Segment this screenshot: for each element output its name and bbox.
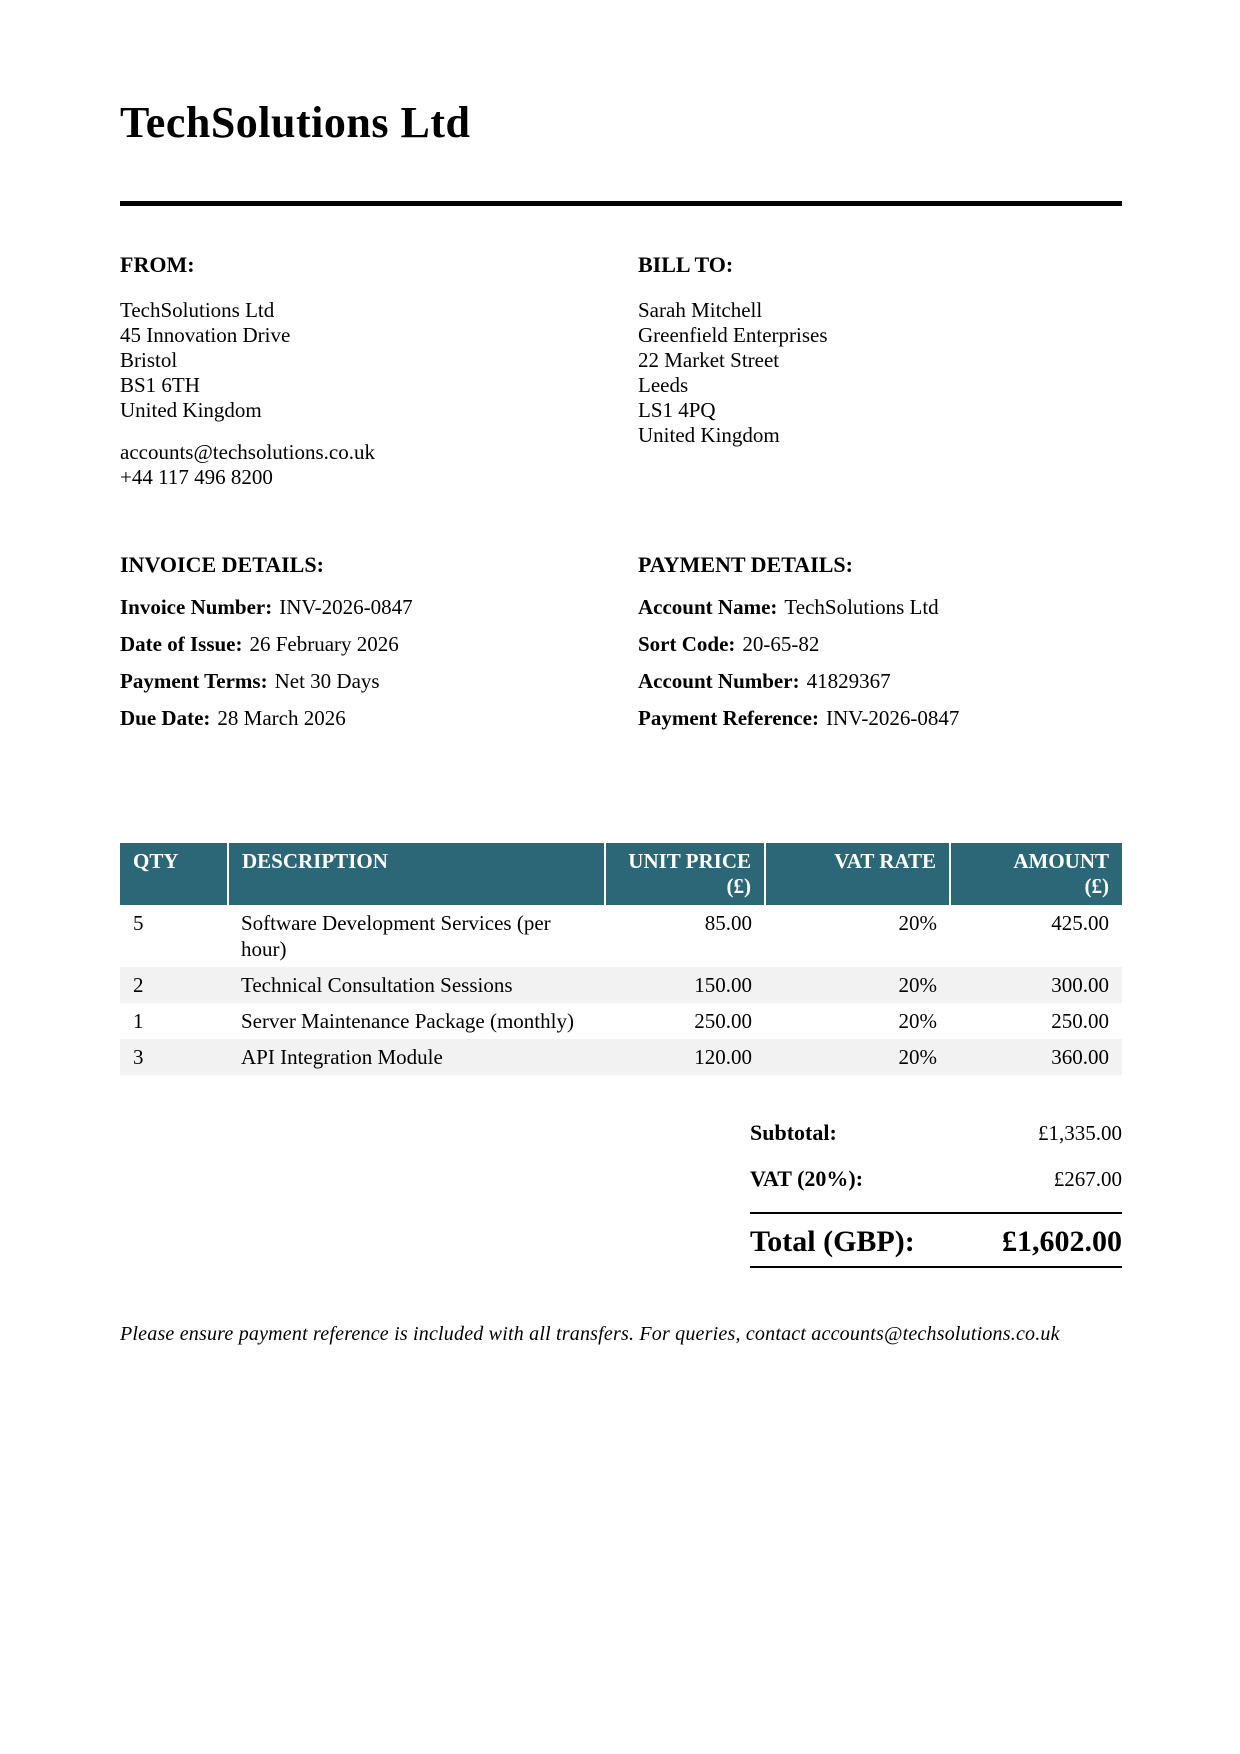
from-section	[120, 252, 638, 490]
account-number-label: Account Number:	[638, 669, 800, 693]
item-description: Technical Consultation Sessions	[241, 973, 513, 997]
subtotal-row	[750, 1120, 1122, 1146]
payment-terms-label: Payment Terms:	[120, 669, 268, 693]
payment-reference-value: INV-2026-0847	[825, 706, 960, 730]
payment-details-heading: PAYMENT DETAILS:	[638, 552, 853, 577]
item-qty: 2	[133, 973, 144, 997]
from-address-line: TechSolutions Ltd	[120, 298, 275, 322]
item-vat-rate: 20%	[898, 911, 937, 935]
item-description: Server Maintenance Package (monthly)	[241, 1009, 574, 1033]
grand-total-label: Total (GBP):	[750, 1225, 915, 1258]
account-name-row	[638, 596, 1122, 618]
account-number-row	[638, 670, 1122, 692]
qty-column-header: QTY	[120, 843, 228, 905]
payment-terms-row	[120, 670, 638, 692]
item-description: API Integration Module	[241, 1045, 443, 1069]
from-address-line: 45 Innovation Drive	[120, 323, 291, 347]
vat-row	[750, 1166, 1122, 1192]
vat-label: VAT (20%):	[750, 1166, 864, 1191]
payment-terms-value: Net 30 Days	[274, 669, 380, 693]
sort-code-label: Sort Code:	[638, 632, 736, 656]
payment-details-section	[638, 552, 1122, 744]
description-column-header: DESCRIPTION	[228, 843, 605, 905]
item-amount: 250.00	[1051, 1009, 1109, 1033]
item-unit-price: 85.00	[704, 911, 752, 935]
vat-value: £267.00	[1053, 1167, 1122, 1191]
item-row	[120, 967, 1122, 1003]
from-phone: +44 117 496 8200	[120, 465, 273, 489]
bill-to-address-line: Greenfield Enterprises	[638, 323, 828, 347]
from-address-line: United Kingdom	[120, 398, 262, 422]
invoice-details-heading: INVOICE DETAILS:	[120, 552, 324, 577]
item-row	[120, 905, 1122, 967]
item-vat-rate: 20%	[898, 1045, 937, 1069]
bill-to-address-line: Sarah Mitchell	[638, 298, 763, 322]
item-qty: 5	[133, 911, 144, 935]
from-heading: FROM:	[120, 252, 195, 277]
bill-to-address-line: United Kingdom	[638, 423, 780, 447]
item-vat-rate: 20%	[898, 1009, 937, 1033]
item-row	[120, 1003, 1122, 1039]
bill-to-address-line: LS1 4PQ	[638, 398, 716, 422]
subtotal-value: £1,335.00	[1038, 1121, 1122, 1145]
item-qty: 1	[133, 1009, 144, 1033]
items-table	[120, 843, 1122, 1075]
invoice-number-label: Invoice Number:	[120, 595, 273, 619]
from-contact	[120, 440, 638, 490]
invoice-details-rows	[120, 596, 638, 729]
footer-note: Please ensure payment reference is included with all transfers. For queries, contact accounts@techsolutions.co.uk	[120, 1323, 1060, 1345]
item-amount: 425.00	[1051, 911, 1109, 935]
bill-to-address-line: 22 Market Street	[638, 348, 780, 372]
invoice-number-value: INV-2026-0847	[279, 595, 413, 619]
totals-section	[750, 1120, 1122, 1268]
invoice-details-section	[120, 552, 638, 744]
date-of-issue-value: 26 February 2026	[249, 632, 399, 656]
grand-total-row	[750, 1212, 1122, 1268]
sort-code-value: 20-65-82	[742, 632, 820, 656]
bill-to-section	[638, 252, 1122, 490]
address-columns	[120, 252, 1122, 490]
item-amount: 360.00	[1051, 1045, 1109, 1069]
subtotal-label: Subtotal:	[750, 1120, 837, 1145]
title-rule	[120, 201, 1122, 206]
item-unit-price: 120.00	[694, 1045, 752, 1069]
item-description: Software Development Services (per hour)	[241, 911, 551, 961]
item-row	[120, 1039, 1122, 1075]
payment-details-rows	[638, 596, 1122, 729]
grand-total-value: £1,602.00	[1002, 1225, 1122, 1258]
vat-rate-column-header: VAT RATE	[765, 843, 950, 905]
account-name-label: Account Name:	[638, 595, 778, 619]
date-of-issue-row	[120, 633, 638, 655]
item-vat-rate: 20%	[898, 973, 937, 997]
details-columns	[120, 552, 1122, 744]
from-address-line: Bristol	[120, 348, 178, 372]
payment-reference-row	[638, 707, 1122, 729]
date-of-issue-label: Date of Issue:	[120, 632, 243, 656]
amount-column-header: AMOUNT (£)	[950, 843, 1122, 905]
account-number-value: 41829367	[806, 669, 891, 693]
item-qty: 3	[133, 1045, 144, 1069]
item-unit-price: 250.00	[694, 1009, 752, 1033]
account-name-value: TechSolutions Ltd	[784, 595, 939, 619]
payment-reference-label: Payment Reference:	[638, 706, 819, 730]
bill-to-address	[638, 298, 1122, 448]
item-unit-price: 150.00	[694, 973, 752, 997]
unit-price-column-header: UNIT PRICE (£)	[605, 843, 765, 905]
bill-to-heading: BILL TO:	[638, 252, 734, 277]
from-address	[120, 298, 638, 423]
invoice-number-row	[120, 596, 638, 618]
due-date-value: 28 March 2026	[217, 706, 346, 730]
sort-code-row	[638, 633, 1122, 655]
due-date-label: Due Date:	[120, 706, 211, 730]
item-amount: 300.00	[1051, 973, 1109, 997]
from-email: accounts@techsolutions.co.uk	[120, 440, 375, 464]
bill-to-address-line: Leeds	[638, 373, 689, 397]
from-address-line: BS1 6TH	[120, 373, 200, 397]
items-table-header	[120, 843, 1122, 905]
due-date-row	[120, 707, 638, 729]
company-title: TechSolutions Ltd	[120, 98, 471, 147]
